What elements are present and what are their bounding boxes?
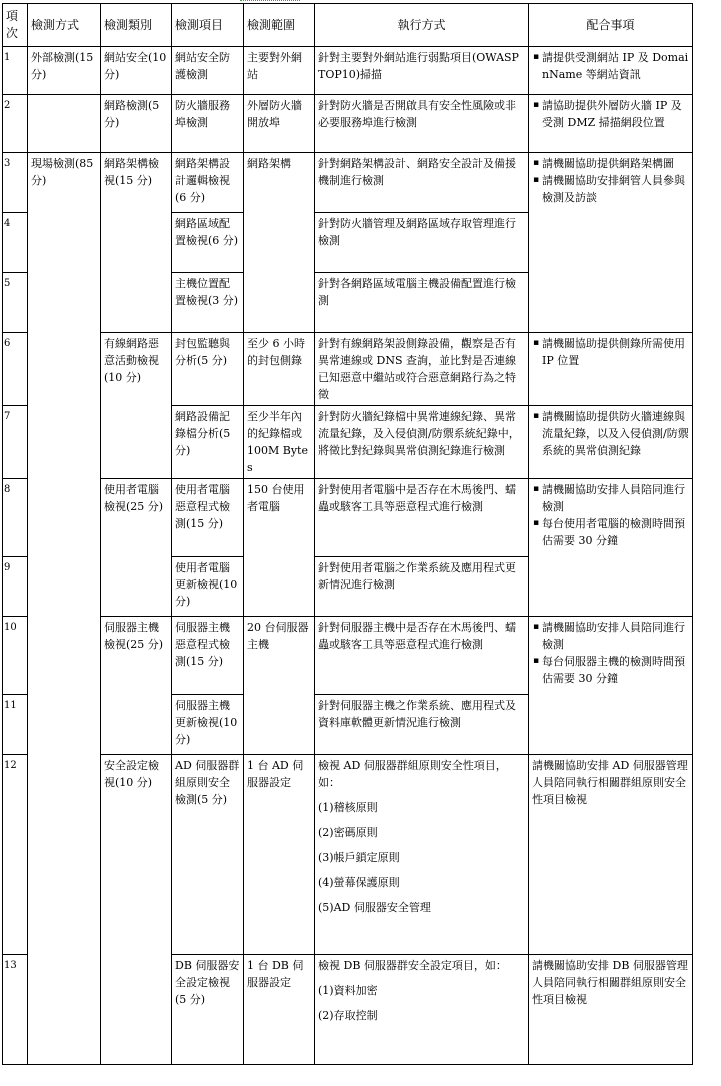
cooperation-cell: 請機關協助安排 DB 伺服器管理人員陪同執行相關群組原則安全性項目檢視: [529, 955, 693, 1065]
row-number: 1: [3, 47, 28, 95]
item-cell: DB 伺服器安全設定檢視(5 分): [172, 955, 244, 1065]
method-cell: [28, 95, 101, 153]
execution-cell: 針對網路架構設計、網路安全設計及備援機制進行檢測: [315, 153, 529, 213]
list-item: (3)帳戶鎖定原則: [318, 851, 400, 864]
row-number: 3: [3, 153, 28, 213]
item-cell: 主機位置配置檢視(3 分): [172, 273, 244, 333]
item-cell: 網路架構設計邏輯檢視(6 分): [172, 153, 244, 213]
header-method: 檢測方式: [28, 4, 101, 47]
scope-cell: 網路架構: [244, 153, 315, 333]
header-scope: 檢測範圍: [244, 4, 315, 47]
execution-cell: 針對伺服器主機中是否存在木馬後門、蠕蟲或駭客工具等惡意程式進行檢測: [315, 617, 529, 695]
item-cell: 防火牆服務埠檢測: [172, 95, 244, 153]
list-item: ▪ 請協助提供外層防火牆 IP 及受測 DMZ 掃描網段位置: [542, 97, 689, 131]
item-cell: 伺服器主機更新檢視(10 分): [172, 695, 244, 755]
execution-cell: 針對各網路區域電腦主機設備配置進行檢測: [315, 273, 529, 333]
scope-cell: 至少 6 小時的封包側錄: [244, 333, 315, 406]
header-item-no: 項次: [3, 4, 28, 47]
item-cell: 封包監聽與分析(5 分): [172, 333, 244, 406]
method-cell: 外部檢測(15 分): [28, 47, 101, 95]
execution-cell: 針對防火牆紀錄檔中異常連線紀錄、異常流量紀錄，及入侵偵測/防禦系統紀錄中，將徵比對紀錄與異常偵測紀錄進行檢測: [315, 406, 529, 479]
table-row: [3, 617, 693, 695]
table-row: [3, 47, 693, 95]
execution-cell: 針對防火牆管理及網路區域存取管理進行檢測: [315, 213, 529, 273]
list-item: ▪ 請機關協助提供側錄所需使用 IP 位置: [542, 335, 689, 369]
list-item: (2)密碼原則: [318, 826, 378, 839]
row-number: 10: [3, 617, 28, 695]
category-cell: 安全設定檢視(10 分): [101, 755, 172, 1065]
list-item: ▪ 每台使用者電腦的檢測時間預估需要 30 分鐘: [542, 515, 689, 549]
list-item: (1)稽核原則: [318, 801, 378, 814]
execution-cell: 針對有線網路架設側錄設備，觀察是否有異常連線或 DNS 查詢，並比對是否連線已知惡意中繼站或符合惡意網路行為之特徵: [315, 333, 529, 406]
list-item: (2)存取控制: [318, 1009, 378, 1022]
cooperation-cell: 請機關協助安排 AD 伺服器管理人員陪同執行相關群組原則安全性項目檢視: [529, 755, 693, 955]
row-number: 7: [3, 406, 28, 479]
row-number: 2: [3, 95, 28, 153]
list-item: ▪ 請機關協助提供防火牆連線與流量紀錄，以及入侵偵測/防禦系統的異常偵測紀錄: [542, 408, 689, 459]
scope-cell: 1 台 DB 伺服器設定: [244, 955, 315, 1065]
item-cell: 網路區域配置檢視(6 分): [172, 213, 244, 273]
cooperation-cell: [529, 406, 693, 479]
header-execution: 執行方式: [315, 4, 529, 47]
category-cell: 網路架構檢視(15 分): [101, 153, 172, 333]
execution-cell: [315, 755, 529, 955]
row-number: 11: [3, 695, 28, 755]
category-cell: 網路檢測(5 分): [101, 95, 172, 153]
cooperation-cell: [529, 617, 693, 755]
table-row: [3, 153, 693, 213]
header-category: 檢測類別: [101, 4, 172, 47]
row-number: 12: [3, 755, 28, 955]
execution-cell: 針對伺服器主機之作業系統、應用程式及資料庫軟體更新情況進行檢測: [315, 695, 529, 755]
execution-cell: 針對主要對外網站進行弱點項目(OWASP TOP10)掃描: [315, 47, 529, 95]
item-cell: AD 伺服器群組原則安全檢測(5 分): [172, 755, 244, 955]
scope-cell: 至少半年內的紀錄檔或 100M Bytes: [244, 406, 315, 479]
list-item: (4)螢幕保護原則: [318, 876, 400, 889]
cooperation-cell: [529, 153, 693, 333]
execution-cell: 針對使用者電腦之作業系統及應用程式更新情況進行檢測: [315, 557, 529, 617]
table-row: [3, 95, 693, 153]
category-cell: 使用者電腦檢視(25 分): [101, 479, 172, 617]
header-cooperation: 配合事項: [529, 4, 693, 47]
list-item: ▪ 請機關協助提供網路架構圖: [542, 155, 689, 172]
table-row: [3, 479, 693, 557]
scope-cell: 150 台使用者電腦: [244, 479, 315, 617]
category-cell: 伺服器主機檢視(25 分): [101, 617, 172, 755]
execution-cell: 針對防火牆是否開啟具有安全性風險或非必要服務埠進行檢測: [315, 95, 529, 153]
scope-cell: 1 台 AD 伺服器設定: [244, 755, 315, 955]
row-number: 6: [3, 333, 28, 406]
row-number: 9: [3, 557, 28, 617]
item-cell: 使用者電腦惡意程式檢測(15 分): [172, 479, 244, 557]
row-number: 5: [3, 273, 28, 333]
top-dotted-line: [240, 0, 300, 1]
item-cell: 網站安全防護檢測: [172, 47, 244, 95]
table-row: [3, 755, 693, 955]
item-cell: 伺服器主機惡意程式檢測(15 分): [172, 617, 244, 695]
category-cell: 網站安全(10 分): [101, 47, 172, 95]
list-item: ▪ 請機關協助安排人員陪同進行檢測: [542, 481, 689, 515]
list-item: ▪ 請提供受測網站 IP 及 DomainName 等網站資訊: [542, 49, 689, 83]
list-item: (5)AD 伺服器安全管理: [318, 901, 431, 914]
list-item: ▪ 請機關協助安排人員陪同進行檢測: [542, 619, 689, 653]
table-header-row: [3, 4, 693, 47]
row-number: 13: [3, 955, 28, 1065]
list-item: ▪ 請機關協助安排網管人員參與檢測及訪談: [542, 172, 689, 206]
row-number: 4: [3, 213, 28, 273]
row-number: 8: [3, 479, 28, 557]
execution-intro: 檢視 DB 伺服器群安全設定項目，如：: [318, 959, 507, 972]
item-cell: 使用者電腦更新檢視(10 分): [172, 557, 244, 617]
cooperation-cell: [529, 479, 693, 617]
execution-cell: 針對使用者電腦中是否存在木馬後門、蠕蟲或駭客工具等惡意程式進行檢測: [315, 479, 529, 557]
cooperation-cell: [529, 47, 693, 95]
list-item: ▪ 每台伺服器主機的檢測時間預估需要 30 分鐘: [542, 653, 689, 687]
table-row: [3, 333, 693, 406]
cooperation-cell: [529, 95, 693, 153]
inspection-table: [2, 3, 693, 1065]
execution-intro: 檢視 AD 伺服器群組原則安全性項目，如：: [318, 759, 507, 789]
scope-cell: 外層防火牆開放埠: [244, 95, 315, 153]
scope-cell: 20 台伺服器主機: [244, 617, 315, 755]
item-cell: 網路設備記錄檔分析(5 分): [172, 406, 244, 479]
category-cell: 有線網路惡意活動檢視(10 分): [101, 333, 172, 479]
header-item: 檢測項目: [172, 4, 244, 47]
scope-cell: 主要對外網站: [244, 47, 315, 95]
method-cell: 現場檢測(85 分): [28, 153, 101, 1065]
execution-cell: [315, 955, 529, 1065]
cooperation-cell: [529, 333, 693, 406]
list-item: (1)資料加密: [318, 984, 378, 997]
